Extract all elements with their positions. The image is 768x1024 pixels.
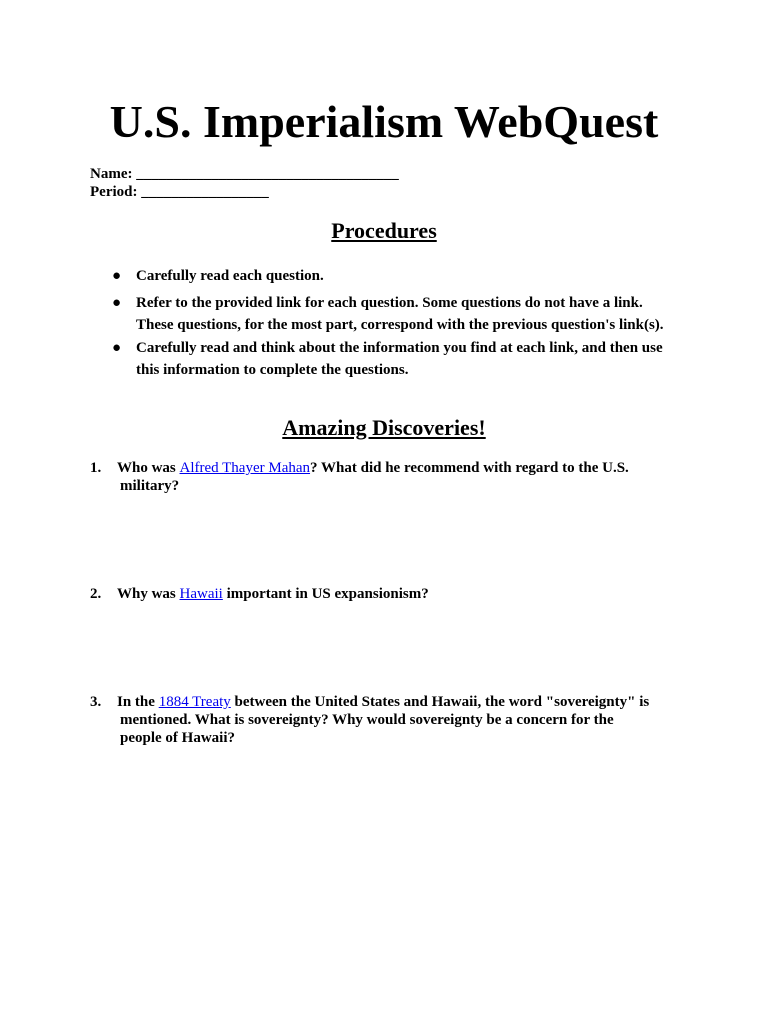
question-number: 1. — [90, 460, 102, 476]
link-hawaii[interactable]: Hawaii — [179, 586, 223, 602]
question-3 — [90, 693, 680, 747]
question-2 — [90, 585, 680, 603]
procedure-item — [112, 292, 682, 336]
question-text: Who was Alfred Thayer Mahan? What did he recommend with regard to the U.S. — [117, 460, 629, 476]
procedure-text: Carefully read each question. — [136, 268, 324, 284]
period-field: Period: _________________ — [90, 184, 269, 200]
link-alfred-thayer-mahan[interactable]: Alfred Thayer Mahan — [179, 460, 311, 476]
page-title: U.S. Imperialism WebQuest — [109, 96, 659, 147]
question-1 — [90, 459, 680, 495]
bullet-icon: ● — [112, 295, 122, 311]
question-number: 2. — [90, 586, 102, 602]
name-field: Name: ___________________________________ — [90, 166, 399, 182]
procedure-text: Refer to the provided link for each question. Some questions do not have a link. These questions, for the most part, correspond with the previous question's link(s). — [136, 295, 664, 333]
procedures-heading: Procedures — [331, 218, 437, 243]
question-text: In the 1884 Treaty between the United States and Hawaii, the word "sovereignty" is — [117, 694, 650, 710]
procedure-item — [112, 337, 682, 381]
bullet-icon: ● — [112, 340, 122, 356]
procedure-text: Carefully read and think about the information you find at each link, and then use this information to complete the questions. — [136, 340, 663, 378]
question-number: 3. — [90, 694, 102, 710]
procedure-item — [112, 265, 682, 287]
bullet-icon: ● — [112, 268, 122, 284]
discoveries-heading: Amazing Discoveries! — [282, 415, 486, 440]
question-text-continued: mentioned. What is sovereignty? Why would sovereignty be a concern for the people of Hawaii? — [120, 712, 614, 746]
question-text: Why was Hawaii important in US expansionism? — [117, 586, 429, 602]
question-text-continued: military? — [120, 478, 180, 494]
link-1884-treaty[interactable]: 1884 Treaty — [158, 694, 231, 710]
